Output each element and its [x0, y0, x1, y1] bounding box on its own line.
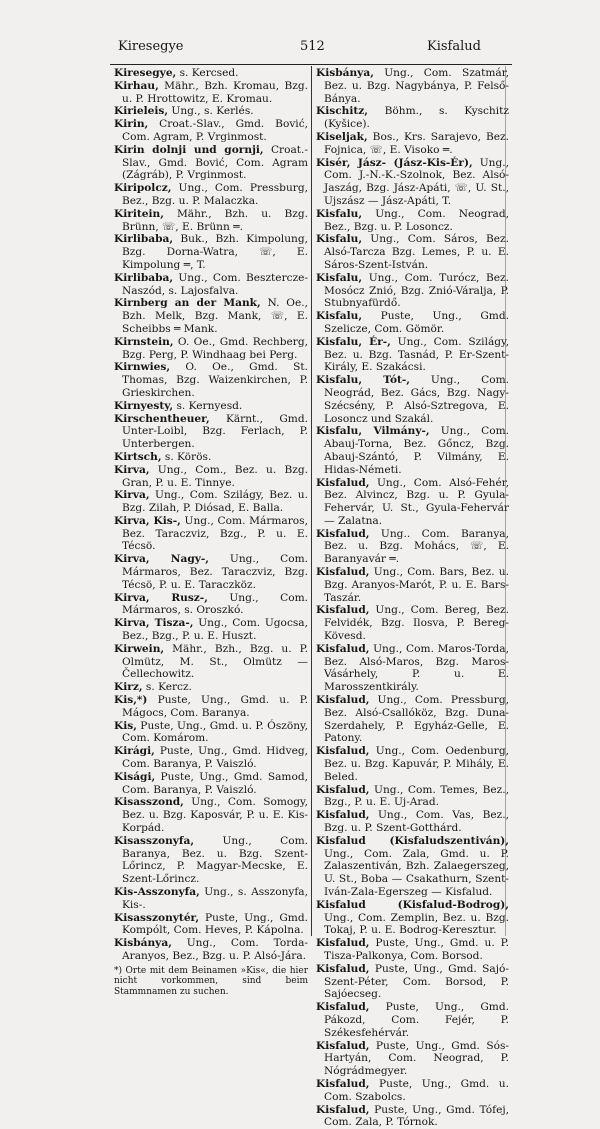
gazetteer-entry	[114, 553, 308, 591]
gazetteer-entry	[316, 208, 509, 234]
entry-description: Ung., Com. Torda-Aranyos, Bez., Bzg. u. P. Alsó-Jára.	[122, 937, 308, 962]
entry-headword: Kirin dolnji und gornji,	[114, 143, 264, 156]
entry-headword: Kisfalud,	[316, 1103, 370, 1116]
entry-headword: Kirschentheuer,	[114, 412, 210, 425]
entry-description: s. Kercsed.	[176, 67, 239, 79]
entry-description: Ung., Com. Alsó-Fehér, Bez. Alvincz, Bzg. u. P. Gyula-Fehervár, U. St., Gyula-Fehervár — Zalatna.	[324, 476, 509, 527]
entry-headword: Kis-Asszonyfa,	[114, 886, 200, 898]
gazetteer-entry	[316, 528, 509, 566]
entry-description: Ung., Com. Abauj-Torna, Bez. Gőncz, Bzg. Abauj-Szántó, P. Vilmány, E. Hidas-Németi.	[324, 425, 509, 476]
entry-headword: Kirnyesty,	[114, 399, 174, 412]
gazetteer-entry	[114, 681, 308, 694]
gazetteer-entry	[316, 784, 509, 810]
left-column	[114, 67, 308, 1007]
entry-description: Ung., Com. Neograd, Bez., Bzg. u. P. Losoncz.	[324, 207, 509, 233]
entry-headword: Kiripolcz,	[114, 182, 172, 195]
page-number: 512	[300, 39, 325, 54]
gazetteer-entry	[316, 67, 509, 105]
entry-headword: Kis,	[114, 719, 137, 732]
entry-headword: Kirtsch,	[114, 450, 162, 463]
gazetteer-entry	[316, 963, 509, 1001]
entry-headword: Kisfalud,	[316, 642, 370, 655]
entry-headword: Kirva,	[114, 463, 150, 476]
entry-headword: Kisági,	[114, 770, 156, 783]
entry-description: N. Oe., Bzh. Melk, Bzg. Mank, ☏, E. Scheibbs ═ Mank.	[122, 297, 308, 335]
entry-headword: Kisfalud,	[316, 566, 370, 579]
entry-headword: Kirva, Nagy-,	[114, 553, 209, 566]
entry-description: Ung., Com. Mármaros, Bez. Taraczviz, Bzg. Técsö, P. u. E. Taraczköz.	[122, 553, 308, 591]
entry-description: Ung., Com. J.-N.-K.-Szolnok, Bez. Alsó-Jaszág, Bzg. Jász-Apáti, ☏, U. St., Ujszász — Jász-Apáti, T.	[324, 156, 509, 207]
gazetteer-entry	[114, 720, 308, 746]
entry-headword: Kiresegye,	[114, 67, 177, 79]
entry-headword: Kisfalud,	[316, 527, 370, 540]
entry-description: Mähr., Bzh. u. Bzg. Brünn, ☏, E. Brünn ═.	[122, 207, 308, 233]
entry-headword: Kisfalud,	[316, 809, 370, 822]
gazetteer-entry	[114, 796, 308, 834]
entry-headword: Kirieleis,	[114, 105, 169, 118]
entry-description: Kärnt., Gmd. Unter-Loibl, Bzg. Ferlach, P. Unterbergen.	[122, 412, 308, 451]
entry-headword: Kirz,	[114, 681, 143, 694]
entry-headword: Kisasszond,	[114, 796, 184, 809]
gazetteer-entry	[114, 617, 308, 643]
entry-description: Ung., Com. Szilágy, Bez. u. Bzg. Tasnád, P. Er-Szent-Király, E. Szakácsi.	[324, 335, 509, 374]
gazetteer-entry	[316, 643, 509, 694]
entry-description: Ung., Com. Bars, Bez. u. Bzg. Aranyos-Marót, P. u. E. Bars-Taszár.	[324, 566, 509, 604]
entry-headword: Kirlibaba,	[114, 271, 174, 284]
entry-headword: Kirlibaba,	[114, 233, 174, 246]
gazetteer-entry	[114, 489, 308, 515]
entry-headword: Kisér, Jász- (Jász-Kis-Ér),	[316, 156, 473, 169]
entry-description: Ung., Com. Szatmár, Bez. u. Bzg. Nagybánya, P. Felső-Bánya.	[324, 67, 509, 105]
entry-description: s. Kernyesd.	[173, 399, 243, 412]
gazetteer-entry	[316, 604, 509, 642]
gazetteer-entry	[114, 208, 308, 234]
gazetteer-entry	[316, 835, 509, 899]
entry-description: Ung., Com. Baranya, Bez. u. Bzg. Szent-Lőrincz, P. Magyar-Mecske, E. Szent-Lőrincz.	[122, 834, 308, 886]
entry-description: Puste, Ung., Gmd. Szelicze, Com. Gömör.	[324, 310, 509, 335]
entry-headword: Kisfalud,	[316, 745, 370, 758]
entry-headword: Kisfalud,	[316, 1001, 370, 1014]
gazetteer-entry	[114, 144, 308, 182]
gazetteer-entry	[114, 643, 308, 681]
entry-headword: Kirági,	[114, 745, 155, 758]
entry-description: Ung., Com. Somogy, Bez. u. Bzg. Kaposvár, P. u. E. Kis-Korpád.	[122, 796, 308, 835]
gazetteer-entry	[316, 694, 509, 745]
gazetteer-entry	[114, 912, 308, 938]
entry-description: Ung., Com. Turócz, Bez. Mosócz Znió, Bzg. Znió-Váralja, P. Stubnyafürdő.	[324, 271, 509, 310]
entry-description: Puste, Ung., Gmd. Hidveg, Com. Baranya, P. Vaiszló.	[122, 745, 308, 771]
footnote: *) Orte mit dem Beinamen »Kis«, die hier nicht vorkommen, sind beim Stammnamen zu suchen.	[114, 965, 308, 997]
gazetteer-entry	[316, 1104, 509, 1129]
gazetteer-entry	[114, 451, 308, 464]
entry-description: Ung., s. Asszonyfa, Kis-.	[122, 886, 308, 911]
entry-description: Puste, Ung., Gmd. u. P. Ószöny, Com. Komárom.	[122, 719, 308, 745]
entry-description: Puste, Ung., Gmd. Samod, Com. Baranya, P. Vaiszló.	[122, 770, 308, 796]
entry-headword: Kirin,	[114, 118, 149, 131]
gazetteer-entry	[316, 899, 509, 937]
gazetteer-entry	[316, 233, 509, 271]
entry-headword: Kisfalud,	[316, 476, 370, 489]
entry-description: Ung., Com., Bez. u. Bzg. Gran, P. u. E. Tinnye.	[122, 463, 308, 489]
gazetteer-entry	[114, 297, 308, 335]
entry-description: Puste, Ung., Gmd. u. Com. Szabolcs.	[324, 1077, 509, 1103]
entry-description: Puste, Ung., Gmd. Sajó-Szent-Péter, Com. Borsod, P. Sajóecseg.	[324, 962, 509, 1001]
entry-headword: Kiritein,	[114, 207, 164, 220]
gazetteer-entry	[316, 477, 509, 528]
entry-headword: Kischitz,	[316, 105, 368, 118]
entry-description: Ung., Com. Maros-Torda, Bez. Alsó-Maros, Bzg. Maros-Vásárhely, P. u. E. Marosszentkirály.	[324, 642, 509, 694]
gazetteer-entry	[316, 937, 509, 963]
gazetteer-entry	[114, 272, 308, 298]
entry-headword: Kis,*)	[114, 694, 148, 707]
gazetteer-entry	[114, 464, 308, 490]
entry-description: Puste, Ung., Gmd. u. P. Mágocs, Com. Baranya.	[122, 694, 308, 719]
entry-description: O. Oe., Gmd. St. Thomas, Bzg. Waizenkirchen, P. Grieskirchen.	[122, 361, 308, 399]
entry-description: Ung., Com. Vas, Bez., Bzg. u. P. Szent-Gotthárd.	[324, 809, 509, 835]
entry-headword: Kisfalud,	[316, 937, 370, 950]
entry-description: s. Kercz.	[142, 681, 192, 694]
entry-headword: Kisfalu, Vilmány-,	[316, 425, 430, 438]
entry-description: Puste, Ung., Gmd. Sós-Hartyán, Com. Neograd, P. Nógrádmegyer.	[324, 1039, 509, 1078]
page-header	[110, 39, 510, 63]
entry-description: Puste, Ung., Gmd. u. P. Tisza-Palkonya, Com. Borsod.	[324, 937, 509, 962]
entry-headword: Kisfalu,	[316, 233, 363, 246]
entry-headword: Kisfalud,	[316, 1077, 370, 1090]
column-divider	[311, 66, 312, 936]
gazetteer-entry	[114, 835, 308, 886]
gazetteer-entry	[114, 694, 308, 720]
gazetteer-entry	[114, 105, 308, 118]
gazetteer-entry	[114, 400, 308, 413]
header-right-keyword: Kisfalud	[427, 39, 481, 54]
gazetteer-entry	[316, 1040, 509, 1078]
gazetteer-entry	[316, 374, 509, 425]
gazetteer-entry	[316, 1001, 509, 1039]
gazetteer-entry	[316, 336, 509, 374]
entry-headword: Kisbánya,	[316, 67, 374, 79]
entry-description: s. Körös.	[161, 450, 212, 463]
gazetteer-entry	[316, 131, 509, 157]
entry-description: Mähr., Bzh. Kromau, Bzg. u. P. Hrottowitz, E. Kromau.	[122, 79, 308, 105]
entry-description: Mähr., Bzh., Bzg. u. P. Olmütz, M. St., Olmütz — Čellechowitz.	[122, 642, 308, 681]
entry-headword: Kisfalu,	[316, 310, 363, 323]
entry-description: Puste, Ung., Gmd. Tófej, Com. Zala, P. Tórnok.	[324, 1103, 509, 1129]
entry-headword: Kisfalu, Ér-,	[316, 335, 391, 348]
entry-headword: Kisfalu, Tót-,	[316, 374, 410, 387]
entry-headword: Kirva,	[114, 489, 150, 502]
gazetteer-entry	[316, 1078, 509, 1104]
entry-headword: Kisfalud (Kisfalud-Bodrog),	[316, 898, 509, 911]
entry-headword: Kisasszonyfa,	[114, 834, 195, 847]
entry-description: Ung., Com. Zemplin, Bez. u. Bzg. Tokaj, P. u. E. Bodrog-Keresztur.	[324, 911, 509, 937]
gazetteer-entry	[316, 566, 509, 604]
entry-description: Ung., Com. Besztercze-Naszód, s. Lajosfalva.	[122, 271, 308, 297]
entry-description: Croat.-Slav., Gmd. Bović, Com. Agram, P. Vrginmost.	[122, 118, 308, 143]
entry-description: Ung., Com. Zala, Gmd. u. P. Zalaszentiván, Bzh. Zalaegerszeg, U. St., Boba — Csakathurn, Szent-Iván-Zala-Egerszeg — Kisfalud.	[324, 847, 509, 898]
gazetteer-entry	[316, 809, 509, 835]
gazetteer-entry	[114, 886, 308, 912]
entry-headword: Kirnstein,	[114, 335, 174, 348]
entry-description: Ung., Com. Pressburg, Bez., Bzg. u. P. Malaczka.	[122, 182, 308, 207]
entry-description: Ung., Com. Bereg, Bez. Felvidék, Bzg. Ilosva, P. Bereg-Kövesd.	[324, 604, 509, 643]
gazetteer-entry	[114, 745, 308, 771]
entry-headword: Kiseljak,	[316, 130, 368, 143]
entry-description: Ung.. Com. Baranya, Bez. u. Bzg. Mohács, ☏, E. Baranyavár ═.	[324, 527, 509, 566]
gazetteer-entry	[114, 515, 308, 553]
entry-description: Ung., Com. Neográd, Bez. Gács, Bzg. Nagy-Szécsény, P. Alsó-Sztregova, E. Losoncz und Szakál.	[324, 374, 509, 425]
entry-description: Ung., Com. Pressburg, Bez. Alsó-Csallóköz, Bzg. Duna-Szerdahely, P. Egyház-Gelle, E. Patony.	[324, 694, 509, 745]
gazetteer-entry	[316, 310, 509, 336]
entry-description: Ung., Com. Oedenburg, Bez. u. Bzg. Kapuvár, P. Mihály, E. Beled.	[324, 745, 509, 783]
entry-headword: Kirnwies,	[114, 361, 171, 374]
entry-headword: Kirnberg an der Mank,	[114, 297, 261, 310]
entry-headword: Kirva, Kis-,	[114, 514, 181, 527]
gazetteer-entry	[114, 771, 308, 797]
entry-description: Ung., Com. Ugocsa, Bez., Bzg., P. u. E. Huszt.	[122, 617, 308, 643]
gazetteer-entry	[114, 413, 308, 451]
entry-description: Ung., Com. Mármaros, Bez. Taraczviz, Bzg., P. u. E. Técsö.	[122, 514, 308, 553]
entry-description: Ung., Com. Mármaros, s. Oroszkó.	[122, 591, 308, 617]
entry-headword: Kisfalud,	[316, 962, 370, 975]
entry-headword: Kirhau,	[114, 79, 159, 92]
entry-description: Buk., Bzh. Kimpolung, Bzg. Dorna-Watra, ☏, E. Kimpolung ═, T.	[122, 233, 308, 271]
entry-headword: Kisfalud,	[316, 1039, 370, 1052]
gazetteer-entry	[114, 937, 308, 963]
entry-description: Ung., Com. Temes, Bez., Bzg., P. u. E. Uj-Arad.	[324, 783, 509, 809]
gazetteer-entry	[316, 105, 509, 131]
entry-headword: Kisbánya,	[114, 937, 172, 950]
gazetteer-entry	[114, 336, 308, 362]
gazetteer-entry	[316, 425, 509, 476]
entry-headword: Kisfalud,	[316, 694, 370, 707]
entry-headword: Kisfalu,	[316, 207, 363, 220]
entry-headword: Kisfalud (Kisfaludszentiván),	[316, 834, 509, 847]
entry-headword: Kirwein,	[114, 642, 165, 655]
gazetteer-entry	[114, 233, 308, 271]
entry-headword: Kirva, Rusz-,	[114, 591, 208, 604]
entry-headword: Kisfalud,	[316, 783, 370, 796]
entry-description: Böhm., s. Kyschitz (Kyšice).	[324, 105, 509, 131]
entry-description: O. Oe., Gmd. Rechberg, Bzg. Perg, P. Windhaag bei Perg.	[122, 335, 308, 361]
entry-description: Puste, Ung., Gmd. Pákozd, Com. Fejér, P. Székesfehérvár.	[324, 1001, 509, 1039]
gazetteer-entry	[114, 67, 308, 80]
entry-headword: Kisfalu,	[316, 271, 363, 284]
gazetteer-entry	[114, 182, 308, 208]
header-rule	[110, 64, 512, 65]
entry-description: Puste, Ung., Gmd. Kompólt, Com. Heves, P. Kápolna.	[122, 911, 308, 937]
entry-description: Croat.-Slav., Gmd. Bović, Com. Agram (Zágráb), P. Vrginmost.	[122, 143, 309, 182]
right-column	[316, 67, 509, 1129]
entry-description: Ung., Com. Szilágy, Bez. u. Bzg. Zilah, P. Diósad, E. Balla.	[122, 489, 308, 515]
gazetteer-entry	[316, 272, 509, 310]
gazetteer-entry	[114, 80, 308, 106]
header-left-keyword: Kiresegye	[118, 39, 184, 54]
gazetteer-entry	[316, 157, 509, 208]
gazetteer-entry	[114, 361, 308, 399]
entry-headword: Kisasszonytér,	[114, 911, 200, 924]
gazetteer-entry	[114, 118, 308, 144]
entry-headword: Kisfalud,	[316, 604, 370, 617]
gazetteer-entry	[316, 745, 509, 783]
entry-description: Ung., Com. Sáros, Bez. Alsó-Tarcza Bzg. Lemes, P. u. E. Sáros-Szent-István.	[324, 233, 509, 271]
gazetteer-entry	[114, 592, 308, 618]
entry-description: Bos., Krs. Sarajevo, Bez. Fojnica, ☏, E. Visoko ═.	[324, 130, 509, 156]
entry-description: Ung., s. Kerlés.	[168, 105, 254, 118]
entry-headword: Kirva, Tisza-,	[114, 617, 194, 630]
